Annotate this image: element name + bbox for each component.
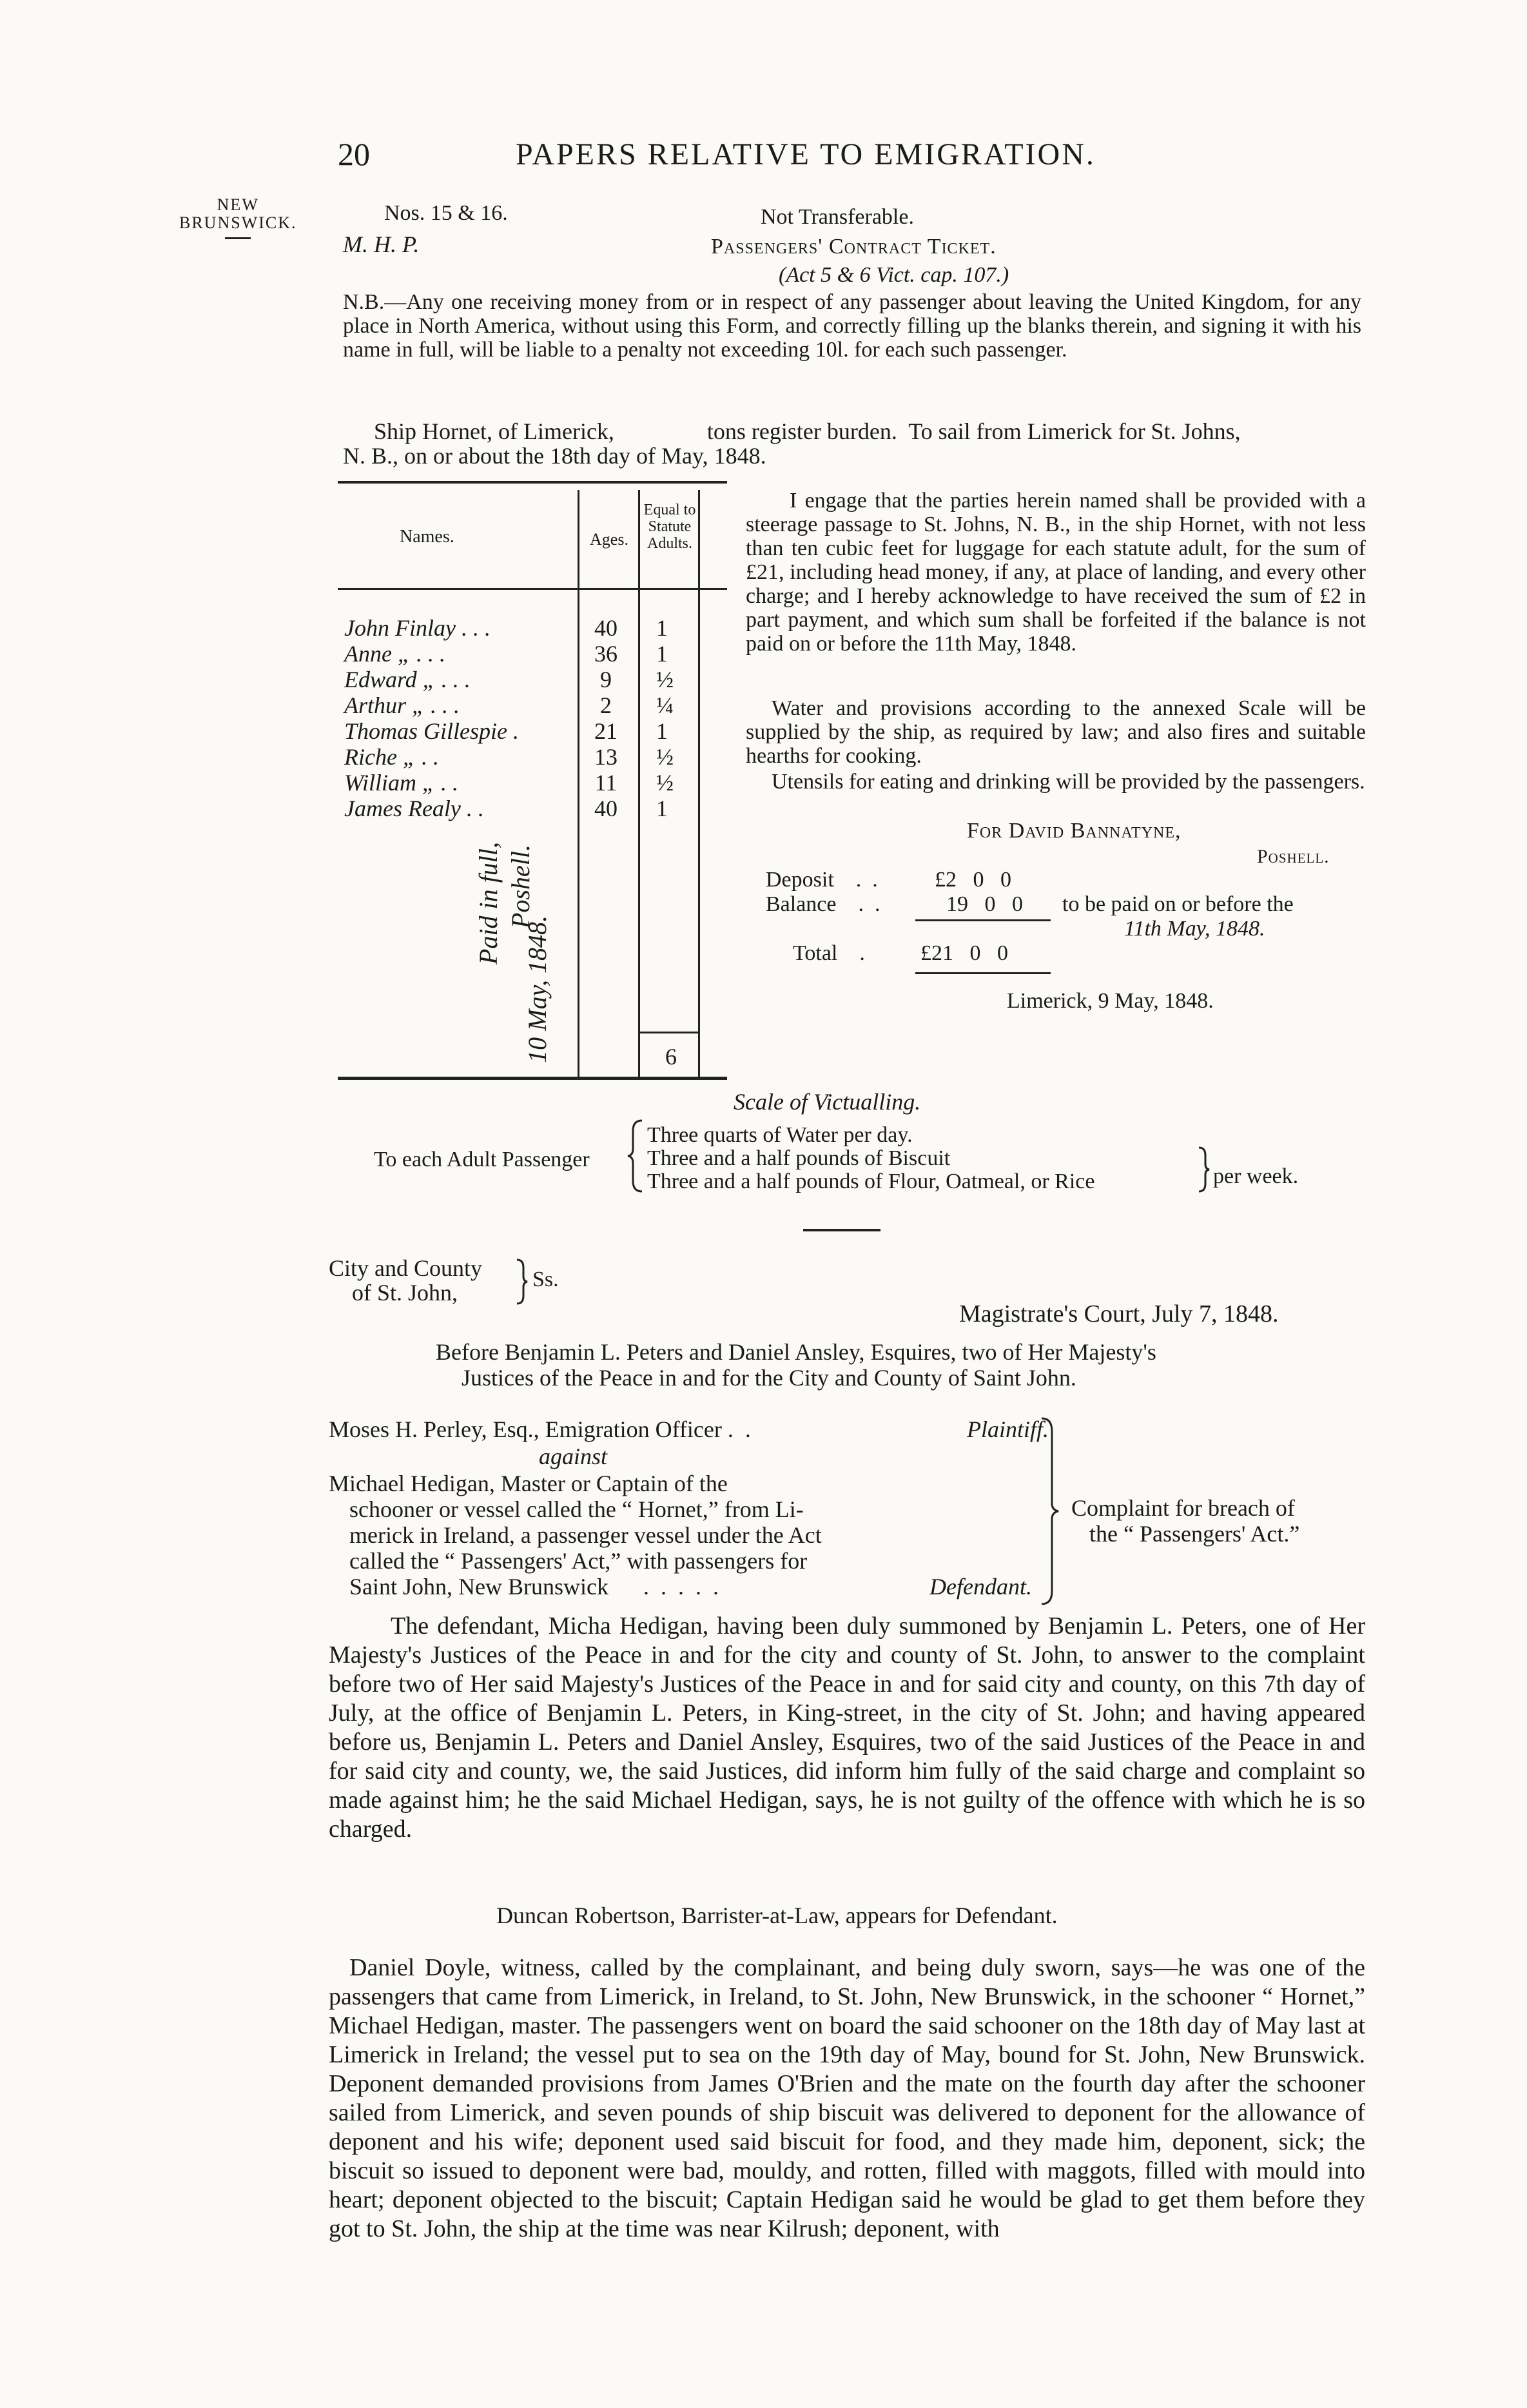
page-number: 20 xyxy=(338,136,370,172)
table-row: Arthur „ . . . xyxy=(344,692,460,718)
table-vline-2 xyxy=(638,490,640,1078)
scale-brace-right xyxy=(1196,1145,1212,1194)
defendant-line-5: Saint John, New Brunswick . . . . . xyxy=(349,1574,719,1600)
table-cell: 1 xyxy=(656,796,668,821)
names-column xyxy=(344,615,576,821)
poshell-vertical: Poshell. xyxy=(506,845,535,928)
paid-in-full: Paid in full, xyxy=(474,842,503,964)
table-cell: 2 xyxy=(600,692,612,718)
table-cell: 40 xyxy=(594,796,618,821)
ages-column xyxy=(580,615,632,821)
contract-title: Passengers' Contract Ticket. xyxy=(711,235,997,259)
deposit-label: Deposit . . xyxy=(766,868,878,892)
total-label: Total . xyxy=(793,941,865,965)
col-equal: Equal to Statute Adults. xyxy=(643,502,696,552)
ship-line-2: N. B., on or about the 18th day of May, 1848. xyxy=(343,443,766,469)
witness-paragraph: Daniel Doyle, witness, called by the complainant, and being duly sworn, says—he was one of the passengers that came from Limerick, in Ireland, to St. John, New Brunswick, in the schooner “ Hornet,” Michael Hedigan, master. The passengers went on board the said schooner on the 18th day of May last at Limerick in Ireland; the vessel put to sea on the 19th day of May, bound for St. John, New Brunswick. Deponent demanded provisions from James O'Brien and the mate on the fourth day after the schooner sailed from Limerick, and seven pounds of ship biscuit was delivered to deponent for the allowance of deponent and his wife; deponent used said biscuit for food, and they made him, deponent, sick; the biscuit so issued to deponent were bad, mouldy, and rotten, filled with maggots, filled with mould into heart; deponent objected to the biscuit; Captain Hedigan said he would be glad to get them before they got to St. John, the ship at the time was near Kilrush; deponent, with xyxy=(329,1954,1365,2242)
balance-label: Balance . . xyxy=(766,892,880,916)
city-brace xyxy=(514,1257,529,1306)
engagement-paragraph: I engage that the parties herein named shall be provided with a steerage passage to St. Johns, N. B., in the ship Hornet, with not less than ten cubic feet for luggage for each statute adult, for the sum of £21, including head money, if any, at place of landing, and every other charge; and I hereby acknowledge to have received the sum of £2 in part payment, and which sum shall be forfeited if the balance is not paid on or before the 11th May, 1848. xyxy=(746,489,1366,656)
table-cell: ¼ xyxy=(656,692,674,718)
table-cell: 21 xyxy=(594,718,618,744)
against-label: against xyxy=(539,1444,608,1469)
side-label-line-1: NEW xyxy=(217,195,259,214)
page-title: PAPERS RELATIVE TO EMIGRATION. xyxy=(516,137,1096,171)
table-row: William „ . . xyxy=(344,770,459,796)
table-vline-3 xyxy=(698,490,700,1078)
plaintiff-tag: Plaintiff. xyxy=(967,1416,1049,1442)
table-cell: ½ xyxy=(656,667,674,692)
ss-mark: Ss. xyxy=(532,1268,559,1291)
counsel-line: Duncan Robertson, Barrister-at-Law, appears for Defendant. xyxy=(496,1903,1058,1928)
complaint-line-1: Complaint for breach of xyxy=(1071,1495,1295,1521)
scale-item-3: Three and a half pounds of Flour, Oatmeal, or Rice xyxy=(647,1170,1095,1193)
ticket-nos: Nos. 15 & 16. xyxy=(384,201,508,225)
col-names: Names. xyxy=(400,527,454,547)
table-row: Anne „ . . . xyxy=(344,641,445,667)
city-county-2: of St. John, xyxy=(352,1280,458,1306)
table-cell: 13 xyxy=(594,744,618,770)
table-cell: ½ xyxy=(656,744,674,770)
ship-line-1: Ship Hornet, of Limerick, tons register burden. To sail from Limerick for St. Johns, xyxy=(374,418,1241,444)
defendant-line-1: Michael Hedigan, Master or Captain of the xyxy=(329,1471,728,1496)
table-cell: ½ xyxy=(656,770,674,796)
scale-title: Scale of Victualling. xyxy=(734,1089,921,1115)
mhp-mark: M. H. P. xyxy=(343,231,420,257)
scale-to-each: To each Adult Passenger xyxy=(374,1148,590,1171)
balance-note-1: to be paid on or before the xyxy=(1062,892,1294,916)
table-vline-1 xyxy=(578,490,579,1078)
before-line-2: Justices of the Peace in and for the City and County of Saint John. xyxy=(462,1365,1076,1391)
table-cell: 11 xyxy=(594,770,618,796)
not-transferable: Not Transferable. xyxy=(761,205,914,229)
table-row: Edward „ . . . xyxy=(344,667,471,692)
paid-date: 10 May, 1848. xyxy=(523,915,552,1063)
scale-brace-left xyxy=(627,1118,646,1194)
balance-amount: 19 0 0 xyxy=(946,892,1023,916)
table-row: Thomas Gillespie . xyxy=(344,718,520,744)
nb-notice: N.B.—Any one receiving money from or in respect of any passenger about leaving the United Kingdom, for any place in North America, without using this Form, and correctly filling up the blanks therein, and signing it with his name in full, will be liable to a penalty not exceeding 10l. for each such passenger. xyxy=(343,290,1361,362)
act-reference: (Act 5 & 6 Vict. cap. 107.) xyxy=(779,263,1009,287)
for-david-bannatyne: For David Bannatyne, xyxy=(967,819,1182,843)
defendant-line-2: schooner or vessel called the “ Hornet,” from Li- xyxy=(349,1496,804,1522)
side-label xyxy=(179,196,297,239)
table-cell: 9 xyxy=(600,667,612,692)
total-rule xyxy=(638,1032,700,1033)
section-divider xyxy=(803,1229,880,1231)
utensils-paragraph: Utensils for eating and drinking will be provided by the passengers. xyxy=(772,770,1365,794)
defendant-line-4: called the “ Passengers' Act,” with passengers for xyxy=(349,1548,808,1574)
amount-rule xyxy=(915,919,1051,921)
table-row: John Finlay . . . xyxy=(344,615,491,641)
defendant-line-3: merick in Ireland, a passenger vessel under the Act xyxy=(349,1522,822,1548)
complaint-line-2: the “ Passengers' Act.” xyxy=(1089,1521,1300,1547)
balance-note-2: 11th May, 1848. xyxy=(1124,917,1265,941)
poshell-signature: Poshell. xyxy=(1257,846,1330,867)
case-brace xyxy=(1038,1416,1061,1607)
table-bottom-rule xyxy=(338,1077,727,1080)
scale-item-1: Three quarts of Water per day. xyxy=(647,1123,913,1147)
defendant-tag: Defendant. xyxy=(929,1574,1032,1600)
deposit-amount: £2 0 0 xyxy=(935,868,1011,892)
total-adults: 6 xyxy=(665,1044,677,1070)
table-row: Riche „ . . xyxy=(344,744,439,770)
total-amount-rule xyxy=(915,972,1051,974)
table-cell: 1 xyxy=(656,718,668,744)
scale-per-week: per week. xyxy=(1213,1164,1299,1188)
before-line-1: Before Benjamin L. Peters and Daniel Ansley, Esquires, two of Her Majesty's xyxy=(436,1339,1156,1365)
provisions-paragraph: Water and provisions according to the annexed Scale will be supplied by the ship, as required by law; and also fires and suitable hearths for cooking. xyxy=(746,696,1366,768)
scale-item-2: Three and a half pounds of Biscuit xyxy=(647,1146,951,1170)
table-cell: 1 xyxy=(656,615,668,641)
table-top-rule xyxy=(338,481,727,484)
side-label-line-2: BRUNSWICK. xyxy=(179,213,297,232)
defendant-paragraph: The defendant, Micha Hedigan, having been duly summoned by Benjamin L. Peters, one of Her Majesty's Justices of the Peace in and for the city and county of St. John, to answer to the complaint before two of Her said Majesty's Justices of the Peace in and for said city and county, on this 7th day of July, at the office of Benjamin L. Peters, in King-street, in the city of St. John; and having appeared before us, Benjamin L. Peters and Daniel Ansley, Esquires, two of the said Justices of the Peace in and for said city and county, we, the said Justices, did inform him fully of the said charge and complaint so made against him; he the said Michael Hedigan, says, he is not guilty of the offence with which he is so charged. xyxy=(329,1612,1365,1843)
court-date: Magistrate's Court, July 7, 1848. xyxy=(959,1300,1279,1327)
city-county-1: City and County xyxy=(329,1255,483,1281)
table-cell: 1 xyxy=(656,641,668,667)
table-cell: 36 xyxy=(594,641,618,667)
total-amount: £21 0 0 xyxy=(920,941,1008,965)
table-row: James Realy . . xyxy=(344,796,484,821)
limerick-date: Limerick, 9 May, 1848. xyxy=(1007,989,1214,1013)
table-header-rule xyxy=(338,588,727,590)
col-ages: Ages. xyxy=(590,530,628,549)
side-label-dash xyxy=(225,237,251,239)
table-cell: 40 xyxy=(594,615,618,641)
equal-column xyxy=(656,615,682,821)
plaintiff-line: Moses H. Perley, Esq., Emigration Officer . . xyxy=(329,1416,751,1442)
